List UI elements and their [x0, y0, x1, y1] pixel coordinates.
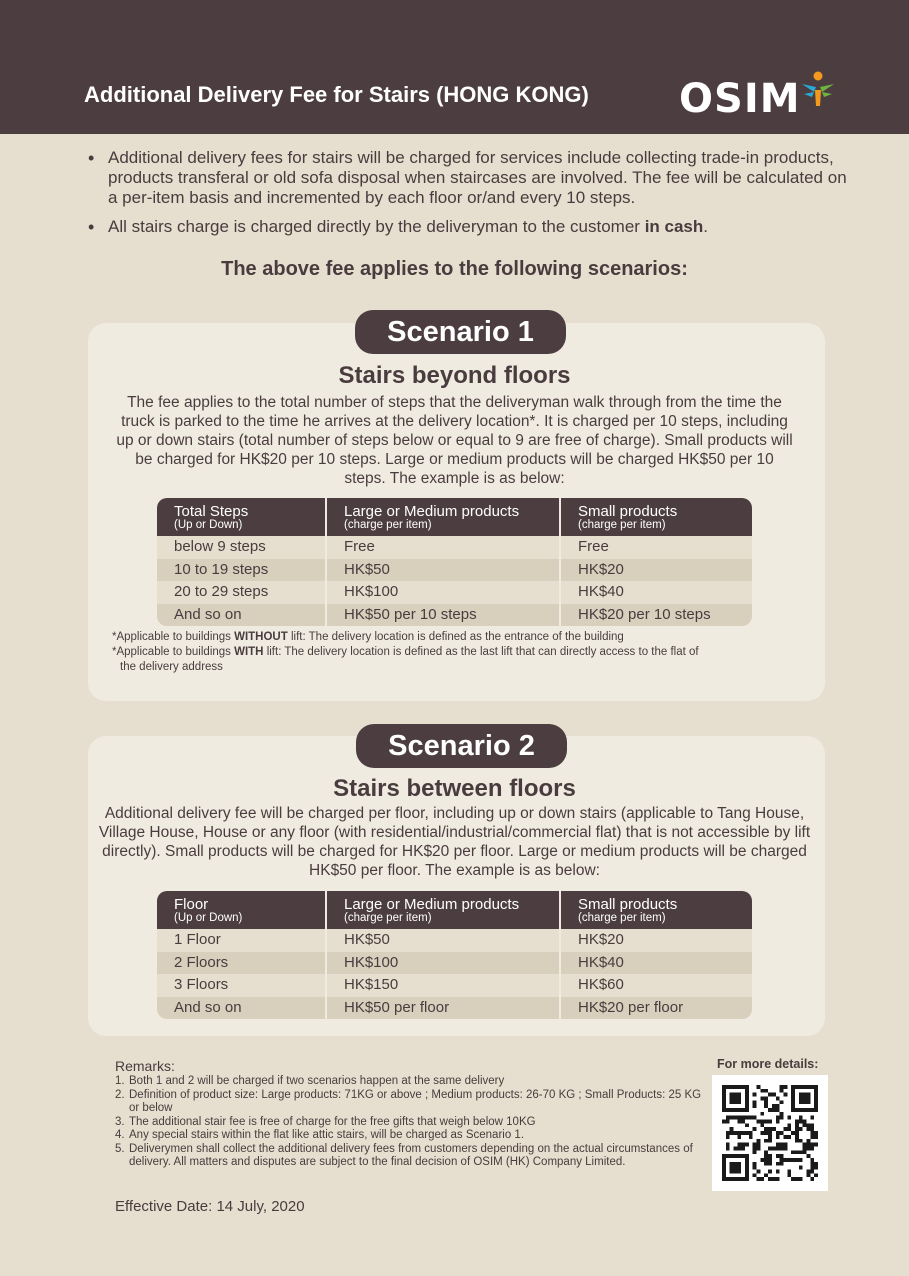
table-row: And so on HK$50 per floor HK$20 per floor	[157, 997, 752, 1020]
list-item: 5. Deliverymen shall collect the additional delivery fees from customers depending on the actual circumstances of delivery. All matters and disputes are subject to the final decision of OSIM (HK) Company Limited.	[115, 1142, 693, 1168]
footnote-without-lift: *Applicable to buildings WITHOUT lift: The delivery location is defined as the entrance of the building	[112, 631, 624, 643]
osim-logo	[679, 70, 849, 120]
remarks-title: Remarks:	[115, 1058, 175, 1074]
intro-bullets	[88, 148, 848, 246]
column-header: Small products (charge per item)	[578, 503, 678, 531]
table-row: 10 to 19 steps HK$50 HK$20	[157, 559, 752, 582]
qr-code[interactable]	[712, 1075, 828, 1191]
column-header: Small products (charge per item)	[578, 896, 678, 924]
table-row: 20 to 29 steps HK$100 HK$40	[157, 581, 752, 604]
column-header: Total Steps (Up or Down)	[157, 498, 327, 536]
scenario-2-pill: Scenario 2	[356, 724, 567, 768]
table-header	[157, 498, 752, 536]
table-row: 3 Floors HK$150 HK$60	[157, 974, 752, 997]
header-banner	[0, 0, 909, 134]
column-header: Large or Medium products (charge per item)	[327, 498, 561, 536]
scenario-1-description: The fee applies to the total number of steps that the deliveryman walk through from the time the truck is parked to the time he arrives at the delivery location*. It is charged per 10 steps, including up or down stairs (total number of steps below or equal to 9 are free of charge). Small products will be charged for HK$20 per 10 steps. Large or medium products will be charged HK$50 per 10 steps. The example is as below:	[116, 394, 793, 487]
footnote-with-lift-cont: the delivery address	[120, 661, 223, 673]
list-item: 1. Both 1 and 2 will be charged if two scenarios happen at the same delivery	[115, 1075, 505, 1087]
table-header	[157, 891, 752, 929]
list-item: 2. Definition of product size: Large products: 71KG or above ; Medium products: 26-70 KG ; Small Products: 25 KG or below	[115, 1088, 702, 1114]
table-row: 1 Floor HK$50 HK$20	[157, 929, 752, 952]
list-item: 4. Any special stairs within the flat like attic stairs, will be charged as Scenario 1.	[115, 1129, 525, 1141]
table-row: And so on HK$50 per 10 steps HK$20 per 10 steps	[157, 604, 752, 627]
logo-wordmark: OSIM	[679, 76, 801, 122]
remarks-section	[115, 1058, 705, 1170]
scenario-2-title: Stairs between floors	[333, 775, 576, 802]
cash-emphasis: in cash	[644, 217, 704, 236]
footnote-with-lift: *Applicable to buildings WITH lift: The delivery location is defined as the last lift that can directly access to the flat of	[112, 646, 699, 658]
scenario-2-description: Additional delivery fee will be charged per floor, including up or down stairs (applicable to Tang House, Village House, House or any floor (with residential/industrial/commercial flat) that is not accessible by lift directly). Small products will be charged for HK$20 per floor. Large or medium products will be charged HK$50 per floor. The example is as below:	[98, 805, 811, 879]
more-details-label: For more details:	[717, 1057, 819, 1071]
remarks-list	[115, 1075, 705, 1170]
scenario-1-pill: Scenario 1	[355, 310, 566, 354]
intro-bullet-fees: • Additional delivery fees for stairs will be charged for services include collecting trade-in products, products transferal or old sofa disposal when staircases are involved. The fee will be calculated on a per-item basis and incremented by each floor or/and every 10 steps.	[88, 148, 848, 208]
scenarios-heading: The above fee applies to the following scenarios:	[221, 258, 688, 280]
list-item: 3. The additional stair fee is free of charge for the free gifts that weigh below 10KG	[115, 1115, 536, 1128]
table-row: below 9 steps Free Free	[157, 536, 752, 559]
table-row: 2 Floors HK$100 HK$40	[157, 952, 752, 975]
scenario-2-table	[157, 891, 752, 1019]
logo-figure-icon	[798, 70, 838, 110]
scenario-1-title: Stairs beyond floors	[338, 362, 571, 389]
page-title: Additional Delivery Fee for Stairs (HONG KONG)	[84, 82, 589, 107]
column-header: Floor (Up or Down)	[157, 891, 327, 929]
column-header: Large or Medium products (charge per item)	[327, 891, 561, 929]
qr-code-icon	[722, 1085, 818, 1181]
scenario-1-table	[157, 498, 752, 626]
scenario-1-footnotes	[112, 630, 812, 675]
intro-bullet-cash: • All stairs charge is charged directly by the deliveryman to the customer in cash.	[88, 217, 848, 237]
effective-date: Effective Date: 14 July, 2020	[115, 1198, 305, 1215]
